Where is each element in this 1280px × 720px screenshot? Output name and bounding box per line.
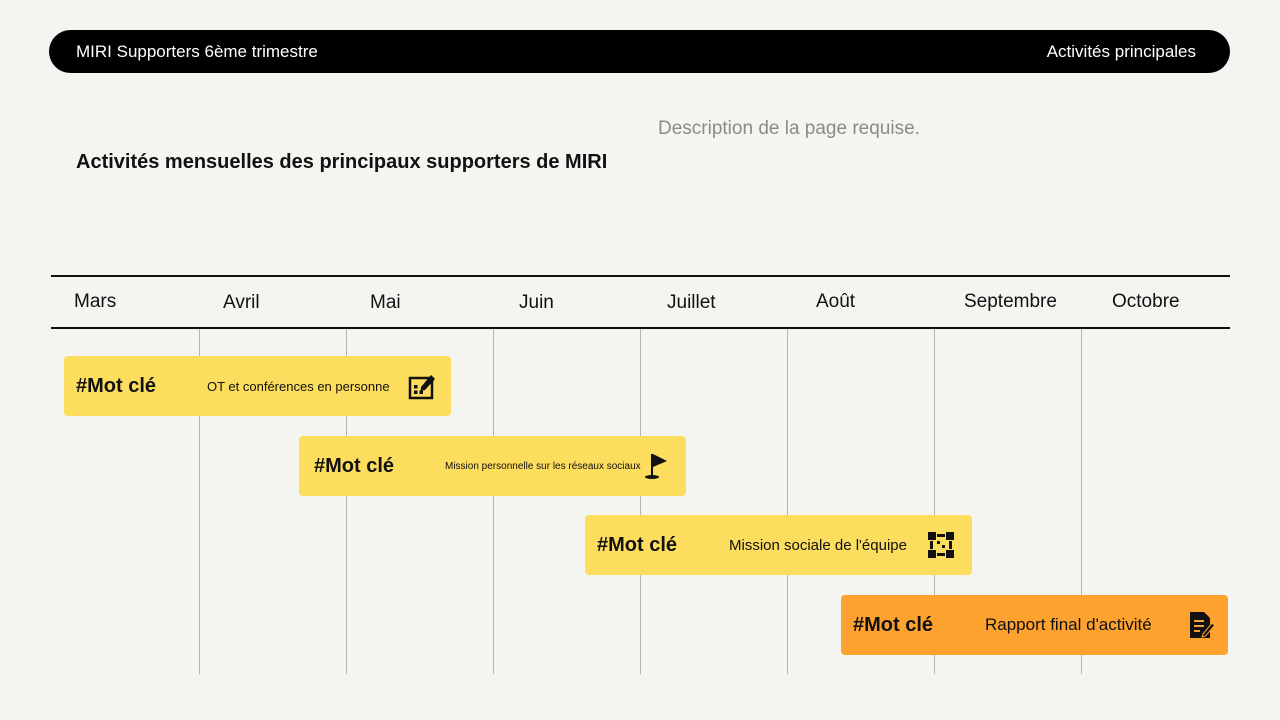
report-icon	[1186, 610, 1216, 640]
task-tag: #Mot clé	[314, 454, 395, 477]
flag-icon	[641, 451, 671, 481]
task-label: OT et conférences en personne	[207, 378, 390, 394]
task-tag: #Mot clé	[853, 613, 934, 636]
task-tag: #Mot clé	[597, 533, 678, 556]
edit-board-icon	[408, 371, 438, 401]
page-description: Description de la page requise.	[658, 118, 920, 139]
task-tag: #Mot clé	[76, 374, 157, 397]
task-label: Mission personnelle sur les réseaux sociaux	[445, 460, 641, 472]
team-frame-icon	[926, 530, 956, 560]
month-mai: Mai	[370, 292, 401, 313]
month-septembre: Septembre	[964, 291, 1057, 312]
month-juin: Juin	[519, 292, 554, 313]
month-octobre: Octobre	[1112, 291, 1180, 312]
month-aout: Août	[816, 291, 856, 312]
task-label: Mission sociale de l'équipe	[729, 536, 907, 554]
grid-line	[640, 329, 641, 674]
month-avril: Avril	[223, 292, 260, 313]
task-bar-3[interactable]	[585, 515, 972, 575]
task-bar-2[interactable]	[299, 436, 686, 496]
header-right-title: Activités principales	[1046, 41, 1196, 61]
task-bar-1[interactable]	[64, 356, 451, 416]
task-bar-4[interactable]	[841, 595, 1228, 655]
grid-line	[787, 329, 788, 674]
header-left-title: MIRI Supporters 6ème trimestre	[76, 41, 318, 61]
grid-line	[493, 329, 494, 674]
task-label: Rapport final d'activité	[985, 615, 1152, 634]
header-bar	[49, 30, 1230, 73]
month-juillet: Juillet	[667, 292, 716, 313]
month-mars: Mars	[74, 291, 117, 312]
page-title: Activités mensuelles des principaux supporters de MIRI	[76, 151, 608, 173]
months-header	[51, 275, 1230, 329]
